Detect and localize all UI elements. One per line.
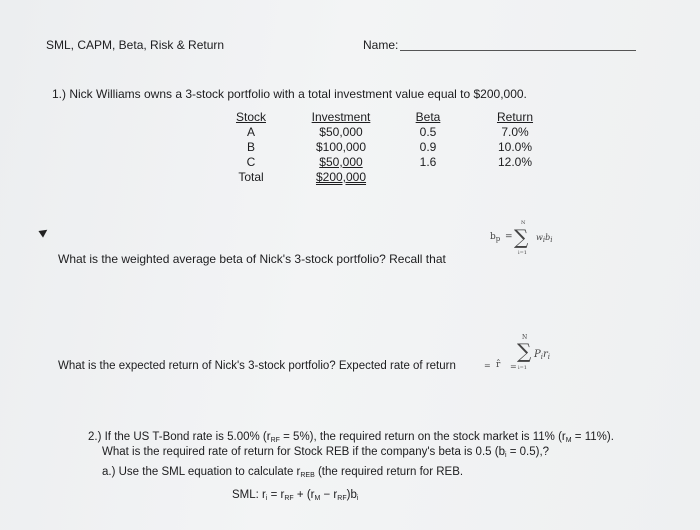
formula-term: wibi	[536, 233, 553, 244]
table-cell: 7.0%	[501, 125, 529, 139]
name-label: Name:	[363, 38, 399, 52]
sigma-icon: ∑	[517, 339, 532, 363]
question-2-part-a: a.) Use the SML equation to calculate $r_{REB}$ (the required return for REB.	[102, 466, 464, 479]
mouse-pointer-icon	[38, 226, 49, 237]
question-1-prompt: 1.) Nick Williams owns a 3-stock portfolio with a total investment value equal to $200,000.	[52, 87, 527, 101]
formula-term: $P_ir_i$	[534, 349, 551, 361]
beta-formula	[482, 222, 562, 262]
total-investment: $200,000	[315, 170, 367, 184]
return-question: What is the expected return of Nick's 3-stock portfolio? Expected rate of return	[58, 360, 456, 372]
return-header: Return	[496, 110, 534, 124]
beta-question: What is the weighted average beta of Nick's 3-stock portfolio? Recall that	[58, 252, 446, 266]
stock-header: Stock	[235, 110, 266, 124]
table-cell: $50,000	[319, 155, 363, 169]
name-blank-line	[400, 50, 636, 51]
investment-column	[306, 110, 376, 185]
formula-equals: =	[484, 361, 491, 370]
page-title: SML, CAPM, Beta, Risk & Return	[46, 38, 225, 52]
formula-lower: i=1	[518, 250, 527, 256]
formula-equals: =	[510, 362, 517, 371]
table-cell: 1.6	[419, 155, 437, 169]
formula-upper: N	[521, 220, 526, 226]
table-cell: B	[246, 140, 255, 154]
sigma-icon: ∑	[514, 225, 529, 249]
table-cell: C	[246, 155, 256, 169]
question-2-line-2: What is the required rate of return for Stock REB if the company's beta is 0.5 $(b_i = 0.5)$,?	[102, 446, 550, 459]
formula-lower: i=1	[518, 365, 527, 371]
table-cell: 10.0%	[497, 140, 533, 154]
return-column	[490, 110, 540, 170]
table-cell: 0.9	[419, 140, 437, 154]
sml-equation: SML: $r_i = r_{RF} + (r_M - r_{RF})b_i$	[232, 489, 359, 502]
beta-column	[408, 110, 448, 170]
beta-header: Beta	[415, 110, 441, 124]
table-cell: A	[246, 125, 255, 139]
investment-header: Investment	[311, 110, 371, 124]
formula-equals: =	[505, 232, 513, 242]
table-cell: $100,000	[315, 140, 367, 154]
formula-upper: N	[522, 334, 528, 341]
question-2-line-1: 2.) If the US T-Bond rate is 5.00% $(r_{RF} = 5\%)$, the required return on the stock market is 11% $(r_M = 11\%)$.	[88, 431, 614, 444]
table-cell: 12.0%	[497, 155, 533, 169]
table-cell: $50,000	[319, 125, 363, 139]
total-label: Total	[238, 170, 264, 184]
table-cell: 0.5	[419, 125, 437, 139]
formula-bp: $b_p$	[490, 232, 501, 243]
stock-column	[228, 110, 274, 185]
return-formula	[480, 336, 570, 376]
formula-rhat: r̂	[496, 360, 501, 370]
